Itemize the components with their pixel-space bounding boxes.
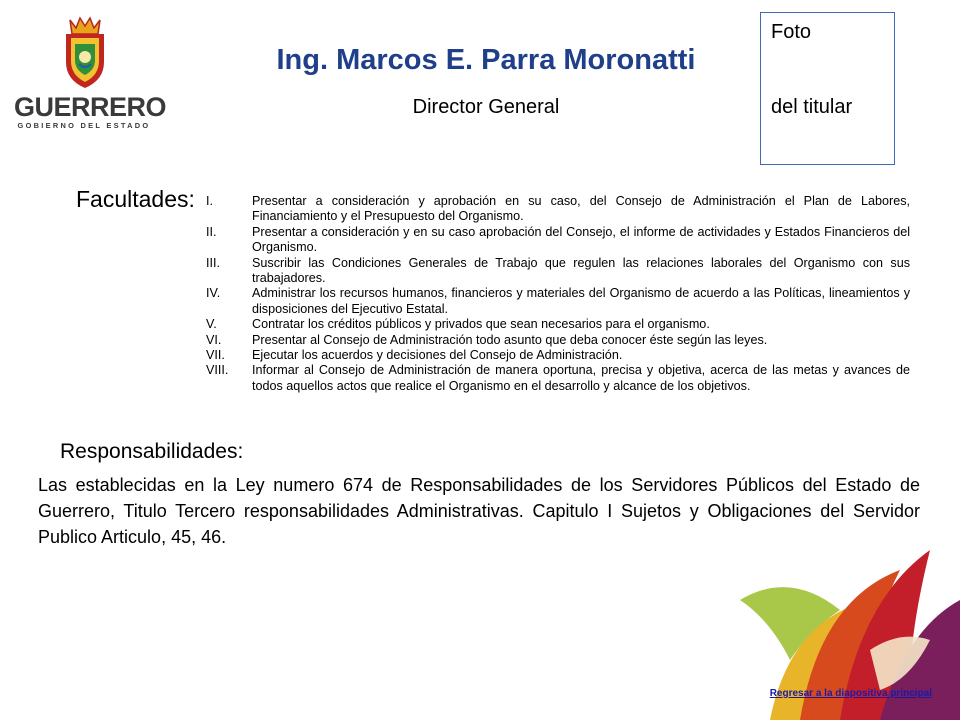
- photo-placeholder: [760, 12, 895, 165]
- item-number: IV.: [206, 286, 221, 301]
- item-number: VI.: [206, 332, 222, 347]
- facultades-list: [206, 194, 910, 394]
- item-text: Presentar a consideración y aprobación en su caso, del Consejo de Administración el Plan de Labores, Financiamiento y el Presupuesto del Organismo.: [252, 194, 910, 224]
- guerrero-logo: [14, 14, 167, 134]
- item-text: Informar al Consejo de Administración de manera oportuna, precisa y objetiva, acerca de las metas y avances de todos aquellos actos que realice el Organismo en el desarrollo y alcance de los objetivos.: [252, 363, 910, 393]
- photo-label-line1: Foto: [771, 21, 812, 43]
- item-text: Administrar los recursos humanos, financieros y materiales del Organismo de acuerdo a las Políticas, lineamientos y disposiciones del Ejecutivo Estatal.: [252, 286, 910, 316]
- list-item: [206, 317, 910, 332]
- list-item: [206, 256, 910, 287]
- facultades-heading: Facultades:: [76, 186, 195, 212]
- list-item: [206, 225, 910, 256]
- item-number: VIII.: [206, 363, 229, 378]
- item-text: Suscribir las Condiciones Generales de Trabajo que regulen las relaciones laborales del Organismo con sus trabajadores.: [252, 255, 910, 286]
- logo-wordmark: GUERRERO: [14, 92, 167, 122]
- list-item: [206, 348, 910, 363]
- list-item: [206, 333, 910, 348]
- responsabilidades-heading: Responsabilidades:: [60, 440, 244, 463]
- item-number: VII.: [206, 348, 225, 363]
- item-text: Contratar los créditos públicos y privados que sean necesarios para el organismo.: [252, 317, 710, 332]
- item-number: III.: [206, 255, 220, 270]
- back-to-main-slide-link[interactable]: Regresar a la diapositiva principal: [769, 688, 932, 699]
- item-text: Presentar al Consejo de Administración todo asunto que deba conocer éste según las leyes.: [252, 332, 768, 347]
- item-number: V.: [206, 317, 217, 332]
- item-text: Ejecutar los acuerdos y decisiones del Consejo de Administración.: [252, 348, 623, 363]
- page-subtitle: Director General: [412, 96, 560, 118]
- list-item: [206, 194, 910, 225]
- list-item: [206, 363, 910, 394]
- item-text: Presentar a consideración y en su caso aprobación del Consejo, el informe de actividades y Estados Financieros del Organismo.: [252, 224, 910, 255]
- state-emblem-icon: [62, 14, 108, 90]
- page-title: Ing. Marcos E. Parra Moronatti: [276, 44, 696, 76]
- photo-label-line2: del titular: [771, 96, 853, 118]
- item-number: II.: [206, 224, 217, 239]
- item-number: I.: [206, 194, 213, 208]
- list-item: [206, 286, 910, 317]
- logo-subtitle: GOBIERNO DEL ESTADO: [17, 121, 151, 130]
- responsabilidades-text: Las establecidas en la Ley numero 674 de Responsabilidades de los Servidores Públicos del Estado de Guerrero, Titulo Tercero responsabilidades Administrativas. Capitulo I Sujetos y Obligaciones del Servidor Publico Articulo, 45, 46.: [38, 475, 920, 547]
